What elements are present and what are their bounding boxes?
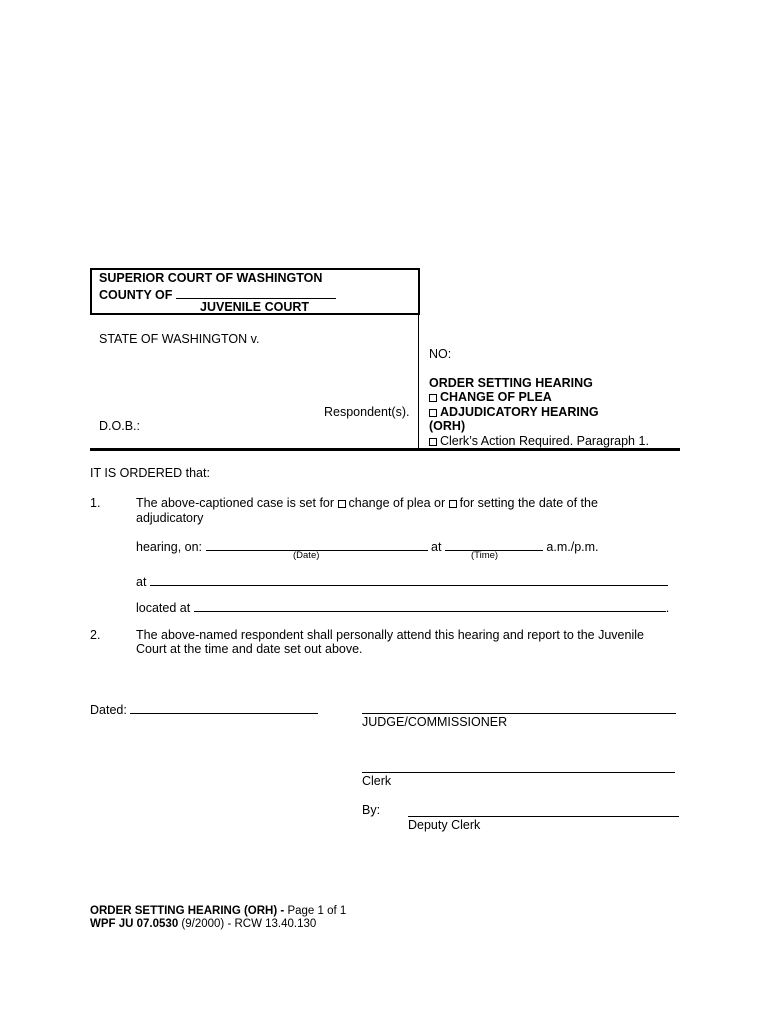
caption-divider <box>418 315 419 451</box>
footer-form-rest: (9/2000) - RCW 13.40.130 <box>181 918 317 930</box>
time-caption: (Time) <box>471 550 499 561</box>
footer-form-number: WPF JU 07.0530 <box>90 918 179 930</box>
p1-text-b: change of plea or <box>348 496 446 510</box>
at-location-label: at <box>136 575 147 589</box>
p1-text-c: for setting the date of the <box>459 496 598 510</box>
location-blank[interactable] <box>150 573 668 586</box>
court-name: SUPERIOR COURT OF WASHINGTON <box>99 271 323 285</box>
footer-title <box>90 905 346 917</box>
paragraph-1-number: 1. <box>90 496 101 510</box>
clerk-action <box>429 434 649 448</box>
located-end-period: . <box>665 601 670 615</box>
paragraph-2-line1: The above-named respondent shall personally attend this hearing and report to the Juvenile <box>136 628 644 642</box>
judge-label: JUDGE/COMMISSIONER <box>362 715 508 729</box>
juvenile-court-label: JUVENILE COURT <box>200 300 310 314</box>
option-adjudicatory-label: ADJUDICATORY HEARING <box>440 405 599 419</box>
by-label: By: <box>362 803 381 817</box>
dated-blank[interactable] <box>130 701 318 714</box>
ampm-label: a.m./p.m. <box>546 540 599 554</box>
clerk-signature-line[interactable] <box>362 760 675 773</box>
paragraph-2-line2: Court at the time and date set out above. <box>136 642 363 656</box>
location-line <box>136 573 668 589</box>
checkbox-icon[interactable] <box>429 409 437 417</box>
deputy-signature-line[interactable] <box>408 804 679 817</box>
footer-form <box>90 918 316 930</box>
paragraph-1-line1 <box>136 496 598 510</box>
option-change-of-plea-label: CHANGE OF PLEA <box>440 390 552 404</box>
clerk-action-label: Clerk’s Action Required. Paragraph 1. <box>440 434 649 448</box>
checkbox-icon[interactable] <box>338 500 346 508</box>
dated-label: Dated: <box>90 703 127 717</box>
dob-label: D.O.B.: <box>99 419 140 433</box>
p1-text-a: The above-captioned case is set for <box>136 496 335 510</box>
ordered-heading: IT IS ORDERED that: <box>90 466 210 480</box>
dated-line <box>90 701 318 717</box>
option-adjudicatory <box>429 405 599 419</box>
date-caption: (Date) <box>293 550 320 561</box>
county-blank[interactable] <box>176 286 336 299</box>
clerk-label: Clerk <box>362 774 392 788</box>
located-at-blank[interactable] <box>194 599 666 612</box>
caption-rule <box>90 448 680 451</box>
order-abbrev: (ORH) <box>429 419 466 433</box>
judge-signature-line[interactable] <box>362 701 676 714</box>
respondents-label: Respondent(s). <box>324 405 410 419</box>
footer-page: Page 1 of 1 <box>287 905 347 917</box>
located-at-line <box>136 599 669 615</box>
at-label: at <box>431 540 442 554</box>
hearing-on-label: hearing, on: <box>136 540 203 554</box>
case-number-label: NO: <box>429 347 452 361</box>
checkbox-icon[interactable] <box>449 500 457 508</box>
order-title: ORDER SETTING HEARING <box>429 376 593 390</box>
county-text: COUNTY OF <box>99 288 173 302</box>
checkbox-icon[interactable] <box>429 438 437 446</box>
hearing-date-line <box>136 538 599 554</box>
state-caption: STATE OF WASHINGTON v. <box>99 332 260 346</box>
checkbox-icon[interactable] <box>429 394 437 402</box>
deputy-clerk-label: Deputy Clerk <box>408 818 481 832</box>
paragraph-2-number: 2. <box>90 628 101 642</box>
option-change-of-plea <box>429 390 552 404</box>
paragraph-1-line2: adjudicatory <box>136 511 204 525</box>
located-at-label: located at <box>136 601 191 615</box>
footer-title-bold: ORDER SETTING HEARING (ORH) - <box>90 905 285 917</box>
